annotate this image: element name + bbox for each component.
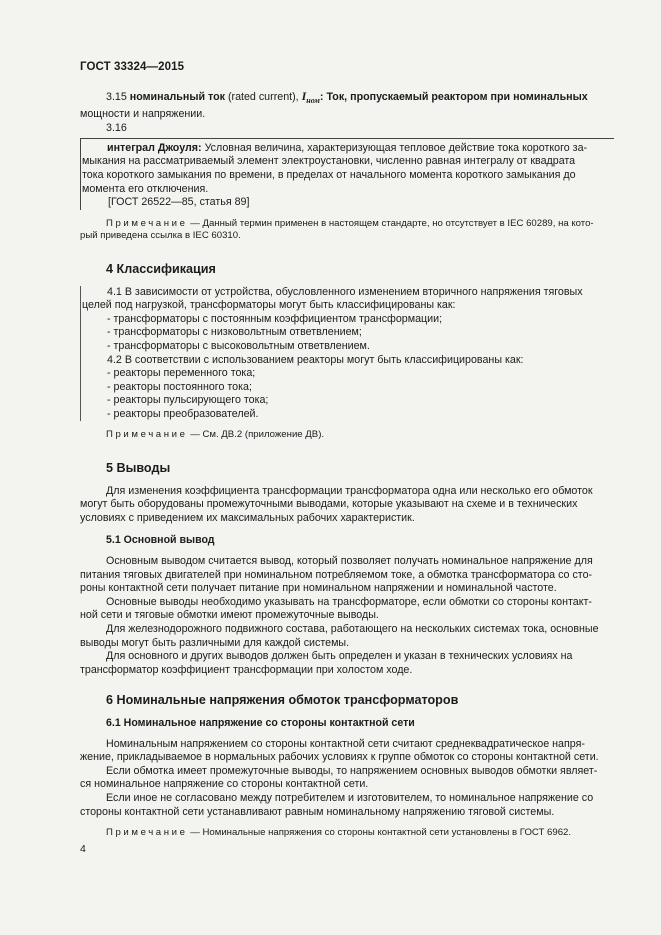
term-name: интеграл Джоуля:	[107, 141, 202, 154]
list-item: - реакторы постоянного тока;	[107, 380, 252, 393]
term-name: номинальный ток	[129, 91, 225, 103]
list-item: - трансформаторы с высоковольтным ответвлением.	[107, 339, 370, 352]
term-3-15-cont: мощности и напряжении.	[80, 107, 206, 120]
section-4-body: 4.1 В зависимости от устройства, обусловленного изменением вторичного напряжения тяговых целей под нагрузкой, трансформаторы могут быть классифицированы как: - трансформаторы с постоянным коэффициентом трансформации; - трансформаторы с низковольтным ответвлением; - трансформаторы с высоковольтным ответвлением. 4.2 В соответствии с использованием реакторы могут быть классифицированы как: - реакторы переменного тока; - реакторы постоянного тока; - реакторы пульсирующего тока; - реакторы преобразователей.	[80, 286, 614, 422]
list-item: - трансформаторы с постоянным коэффициентом трансформации;	[107, 312, 443, 325]
section-6: 6 Номинальные напряжения обмоток трансформаторов 6.1 Номинальное напряжение со стороны контактной сети Номинальным напряжением со стороны контактной сети считают среднеквадратическое напря- жение, прикладываемое в нормальных рабочих условиях к группе обмоток со стороны контактной сети. Если обмотка имеет промежуточные выводы, то напряжением основных выводов обмотки являет- ся номинальное напряжение со стороны контактной сети. Если иное не согласовано между потребителем и изготовителем, то номинальное напряжение со стороны контактной сети устанавливают равным номинальному напряжению тяговой системы. Примечание — Номинальные напряжения со стороны контактной сети установлены в ГОСТ 6962.	[80, 694, 614, 839]
note-1: Примечание — Данный термин применен в настоящем стандарте, но отсутствует в IEC 60289, на кото- рый приведена ссылка в IEC 60310.	[80, 217, 594, 242]
page-content	[80, 90, 614, 840]
note-2: Примечание — См. ДВ.2 (приложение ДВ).	[106, 429, 325, 441]
subsection-title: 6.1 Номинальное напряжение со стороны контактной сети	[106, 716, 415, 729]
list-item: - реакторы преобразователей.	[107, 407, 259, 420]
document-code: ГОСТ 33324—2015	[80, 61, 185, 73]
definition-box-body: мыкания на рассматриваемый элемент электроустановки, численно равная интегралу от квадрата тока короткого замыкания по времени, в пределах от начального момента короткого замыкания до момента его отключения. [ГОСТ 26522—85, статья 89]	[80, 155, 614, 209]
section-title: 5 Выводы	[106, 461, 171, 476]
list-item: - трансформаторы с низковольтным ответвлением;	[107, 326, 362, 339]
term-3-16-line1: интеграл Джоуля: Условная величина, характеризующая тепловое действие тока короткого за-	[107, 141, 588, 154]
list-item: - реакторы переменного тока;	[107, 367, 256, 380]
section-4	[80, 263, 614, 442]
list-item: - реакторы пульсирующего тока;	[107, 394, 269, 407]
section-title: 4 Классификация	[106, 261, 216, 276]
note-3: Примечание — Номинальные напряжения со стороны контактной сети установлены в ГОСТ 6962.	[106, 827, 572, 839]
section-title: 6 Номинальные напряжения обмоток трансформаторов	[106, 693, 459, 708]
source-ref: [ГОСТ 26522—85, статья 89]	[108, 196, 250, 209]
section-5: 5 Выводы Для изменения коэффициента трансформации трансформатора одна или несколько его обмоток могут быть оборудованы промежуточными выводами, которые указывают на схеме и в технических условиях с приведением их максимальных рабочих характеристик. 5.1 Основной вывод Основным выводом считается вывод, который позволяет получать номинальное напряжение для питания тяговых двигателей при номинальном потребляемом токе, а обмотка трансформатора со сто- роны контактной сети получает питание при номинальном напряжении и номинальной частоте. Основные выводы необходимо указывать на трансформаторе, если обмотки со стороны контакт- ной сети и тяговые обмотки имеют промежуточные выводы. Для железнодорожного подвижного состава, работающего на нескольких системах тока, основные выводы могут быть различными для каждой системы. Для основного и других выводов должен быть определен и указан в технических условиях на трансформатор коэффициент трансформации при холостом ходе.	[80, 462, 614, 677]
page-number: 4	[80, 843, 86, 855]
current-symbol: $I_{ном}$	[301, 89, 320, 105]
term-3-16-number: 3.16	[106, 122, 127, 135]
definition-box	[80, 138, 614, 156]
term-3-15: 3.15 номинальный ток (rated current), $I_{ном}$: Ток, пропускаемый реактором при номинальных	[106, 89, 588, 105]
subsection-title: 5.1 Основной вывод	[106, 534, 215, 547]
